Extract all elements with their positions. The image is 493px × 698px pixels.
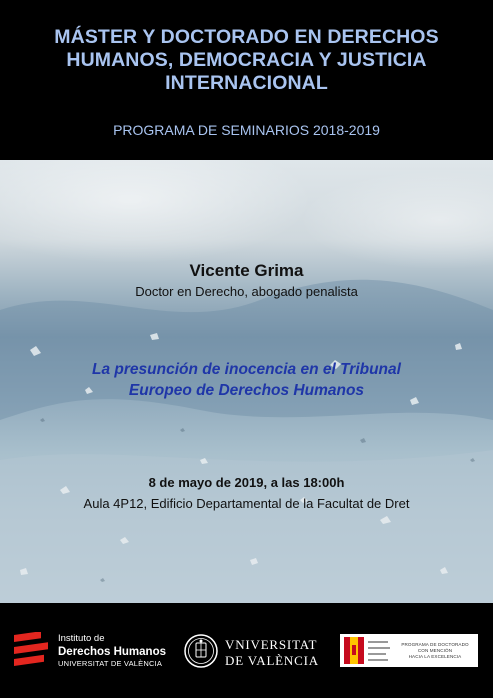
event-date-text: 8 de mayo de 2019, a las 18:00h (148, 475, 345, 490)
talk-title-line: La presunción de inocencia en el Tribunal (92, 361, 401, 378)
doctorado-logo (340, 634, 478, 667)
poster-header (0, 0, 493, 160)
event-location: Aula 4P12, Edificio Departamental de la Facultat de Dret (83, 496, 410, 511)
program-title-line: INTERNACIONAL (165, 72, 328, 94)
idh-line1: Instituto de (58, 633, 105, 644)
idh-line3: UNIVERSITAT DE VALÈNCIA (58, 659, 163, 668)
doctorado-logo-text (396, 642, 474, 660)
poster-body (0, 160, 493, 603)
idh-logo-text (58, 633, 166, 669)
sponsor-footer (0, 603, 493, 698)
program-title (0, 26, 493, 95)
idh-line2: Derechos Humanos (58, 646, 167, 658)
speaker-name: Vicente Grima (189, 261, 304, 280)
uv-seal-icon (183, 633, 219, 669)
talk-title (0, 359, 493, 401)
spain-coat-of-arms-icon (344, 637, 392, 664)
speaker-role: Doctor en Derecho, abogado penalista (135, 284, 358, 299)
uv-line1: VNIVERSITAT (225, 637, 318, 652)
uv-line2: DE VALÈNCIA (225, 653, 319, 668)
doctorado-line3: HACIA LA EXCELENCIA (408, 654, 462, 659)
event-details (0, 474, 493, 513)
program-title-line: MÁSTER Y DOCTORADO EN DERECHOS (54, 26, 439, 48)
doctorado-line1: PROGRAMA DE DOCTORADO (401, 642, 469, 647)
program-title-line: HUMANOS, DEMOCRACIA Y JUSTICIA (66, 49, 427, 71)
program-subtitle: PROGRAMA DE SEMINARIOS 2018-2019 (113, 122, 380, 138)
uv-logo-text (225, 637, 319, 669)
speaker-block (0, 260, 493, 301)
doctorado-line2: CON MENCIÓN (417, 648, 453, 653)
idh-red-mark-icon (14, 632, 50, 670)
talk-title-line: Europeo de Derechos Humanos (128, 382, 365, 399)
event-date (0, 474, 493, 492)
